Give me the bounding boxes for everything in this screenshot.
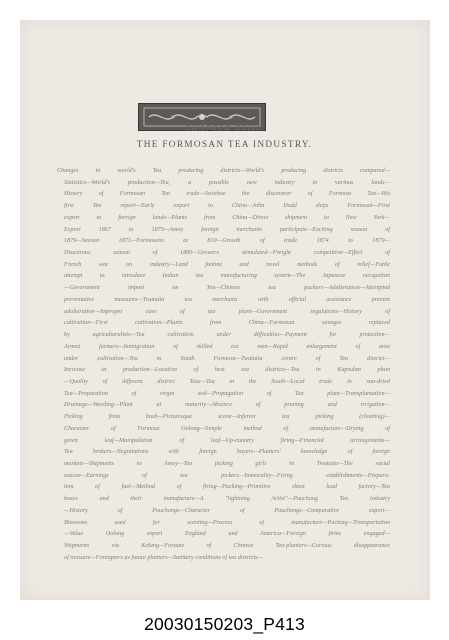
summary-line: attempt to introduce Indian tea manufacturing system—The Japanese occupation xyxy=(64,273,390,280)
summary-line: tion of fuel—Method of firing—Packing—Primitive sheet lead factory—Tea xyxy=(64,484,390,491)
summary-line: Blossoms used for scenting—Process of manufacture—Packing—Transportation xyxy=(64,519,390,526)
summary-line: Export 1867 to 1870—Amoy foreign merchants participate—Exciting season of xyxy=(64,226,390,233)
summary-line: boxes and their manufacture—A "lightning Artist"—Pouchong Tea industry xyxy=(64,496,390,503)
summary-line: by agriculturalists—Tea cultivation under difficulties—Payment for protection— xyxy=(64,332,390,339)
summary-line: of treasure—Foreigners as future planters—Sanitary conditions of tea districts— xyxy=(64,554,263,561)
summary-line: —Quality of different district Teas—Tea in the South—Local trade in sun-dried xyxy=(64,378,390,385)
summary-line: 1879—Season 1873—Formosans at 810—Growth of trade 1874 to 1879— xyxy=(64,238,390,245)
summary-line: —Value Oolong export England and America—Foreign firms engaged— xyxy=(64,531,390,538)
summary-line: season—Earnings of tea pickers—Immorality—Firing establishments—Prepara- xyxy=(64,472,390,479)
chapter-heading: CHAPTER XXIII. xyxy=(184,124,265,133)
summary-line: cultivation—First cultivation—Plants from China—Formosan savages replaced xyxy=(64,320,390,327)
summary-line: adulteration—Improper care of tea plant—Government regulations—History of xyxy=(64,308,390,315)
summary-line: green leaf—Manipulation of leaf—Up-country firing—Financial arrangements— xyxy=(64,437,390,444)
summary-line: History of Formosan Tea trade—Swinhoe the discoverer of Formosa Tea—His xyxy=(64,191,390,198)
summary-line: Picking from bush—Picturesque scene—Inferior tea picking (cleaning)— xyxy=(64,414,390,421)
summary-line: Statistics—World's production—Tea, a possible new industry in various lands— xyxy=(64,179,390,186)
summary-line: Armed farmers—Immigration of skilled tea men—Rapid enlargement of area xyxy=(64,343,390,350)
summary-line: —History of Pouchongs—Character of Pouchongs—Comparative export— xyxy=(64,507,390,514)
summary-line: preventative measures—Twatutia tea merchants with official assistance prevent xyxy=(64,296,390,303)
summary-line: export to foreign lands—Plants from China—Direct shipment to New York— xyxy=(64,214,390,221)
summary-line: Increase in production—Location of best tea districts—Tea in Kapsulan plain xyxy=(64,367,390,374)
summary-line: Tea—Preparation of virgin soil—Propagation of Tea plant—Transplantation— xyxy=(64,390,390,397)
summary-line: Tea brokers—Negotiations with foreign buyers—Planters' knowledge of foreign xyxy=(64,449,390,456)
summary-line: Shipments via Kelung—Fortune of Chinese Tea-planters—Curious disappearance xyxy=(64,543,390,549)
summary-line: —Government impost on Tea—Chinese tea packers—Adulteration—Attempted xyxy=(64,285,390,292)
summary-line: first Tea report—Early export to China—John Dodd ships Formosan—First xyxy=(64,203,390,210)
summary-line: Character of Formosa Oolong—Simple method of manufacture—Drying of xyxy=(64,425,390,432)
chapter-title: THE FORMOSAN TEA INDUSTRY. xyxy=(136,140,313,150)
summary-line: Drainage—Weeding—Plant at maturity—Absence of pruning and irrigation— xyxy=(64,402,390,409)
summary-line: markets—Shipments to Amoy—Tea picking girls in Twatutia—The social xyxy=(64,460,390,467)
summary-line: Changes in world's Tea producing districts—World's producing districts compared— xyxy=(57,168,390,174)
summary-line: under cultivation—Tea in South Formosa—Twatutia centre of Tea district— xyxy=(64,355,390,362)
summary-line: French war on industry—Land famine and novel methods of relief—Futile xyxy=(64,261,390,268)
chapter-summary xyxy=(57,166,390,564)
archive-id-label: 20030150203_P413 xyxy=(144,614,305,634)
summary-line: Disastrous season of 1880—Growers stimulated—Freight competition—Effect of xyxy=(64,250,390,257)
